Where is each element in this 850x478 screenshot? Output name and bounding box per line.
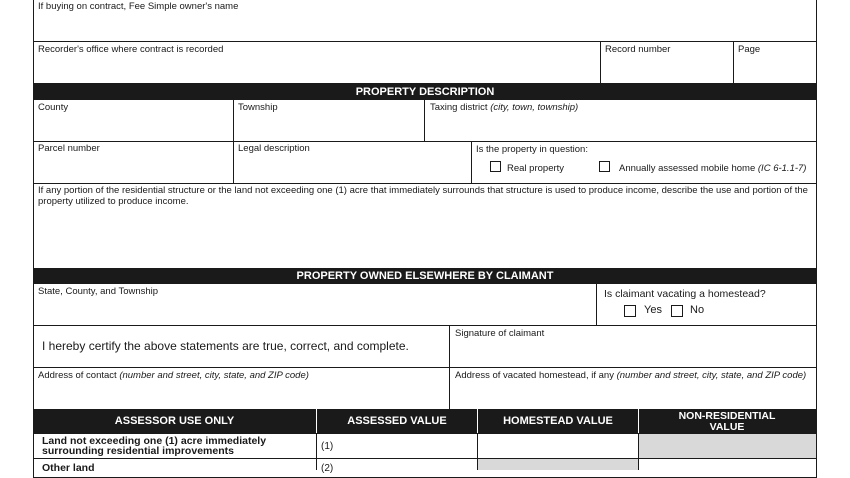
mobile-home-checkbox[interactable]	[599, 161, 610, 172]
township-label: Township	[238, 102, 278, 113]
parcel-number-input[interactable]	[36, 156, 234, 183]
taxing-district-label: Taxing district (city, town, township)	[430, 102, 579, 113]
signature-label: Signature of claimant	[455, 328, 545, 339]
county-input[interactable]	[36, 115, 234, 141]
assessed-value-col-header: ASSESSED VALUE	[347, 415, 447, 427]
certification-statement: I hereby certify the above statements are true, correct, and complete.	[42, 339, 409, 353]
taxing-district-hint: (city, town, township)	[490, 102, 579, 113]
county-label: County	[38, 102, 69, 113]
vacating-no-checkbox[interactable]	[671, 305, 683, 317]
assessor-use-only-label: ASSESSOR USE ONLY	[114, 415, 235, 427]
other-land-nonresidential-value-input[interactable]	[641, 460, 818, 472]
vacating-yes-label: Yes	[644, 304, 662, 316]
parcel-number-label: Parcel number	[38, 143, 100, 154]
vacated-address-hint: (number and street, city, state, and ZIP code)	[616, 370, 807, 381]
homestead-other-land-shaded-cell	[478, 459, 638, 470]
non-residential-land-shaded-cell	[639, 434, 816, 458]
fee-simple-owner-input[interactable]	[36, 14, 818, 41]
land-row-label: Land not exceeding one (1) acre immediately surrounding residential improvements	[42, 435, 267, 457]
property-description-header: PROPERTY DESCRIPTION	[33, 84, 817, 100]
recorder-office-input[interactable]	[36, 57, 600, 83]
homestead-value-col-header: HOMESTEAD VALUE	[503, 415, 613, 427]
other-land-row-label: Other land	[42, 462, 95, 474]
legal-description-input[interactable]	[236, 156, 472, 183]
recorder-office-label: Recorder's office where contract is recorded	[38, 44, 224, 55]
state-county-township-input[interactable]	[36, 299, 596, 325]
income-use-input[interactable]	[36, 210, 818, 270]
property-type-question: Is the property in question:	[476, 144, 588, 155]
land-row-number: (1)	[321, 441, 334, 452]
contact-address-hint: (number and street, city, state, and ZIP code)	[119, 370, 309, 381]
vacating-yes-checkbox[interactable]	[624, 305, 636, 317]
record-number-input[interactable]	[603, 57, 734, 83]
land-homestead-value-input[interactable]	[480, 436, 639, 458]
legal-description-label: Legal description	[238, 143, 310, 154]
vacating-no-label: No	[690, 304, 705, 316]
signature-input[interactable]	[452, 341, 818, 367]
fee-simple-owner-label: If buying on contract, Fee Simple owner's name	[38, 1, 239, 12]
record-number-label: Record number	[605, 44, 671, 55]
page-number-input[interactable]	[736, 57, 818, 83]
other-land-row-number: (2)	[321, 463, 334, 474]
mobile-home-label: Annually assessed mobile home (IC 6-1.1-7)	[619, 163, 807, 174]
mobile-home-cite: (IC 6-1.1-7)	[757, 163, 807, 174]
real-property-label: Real property	[507, 163, 565, 174]
land-assessed-value-input[interactable]	[338, 436, 478, 458]
taxing-district-input[interactable]	[427, 115, 818, 141]
contact-address-input[interactable]	[36, 383, 450, 409]
vacated-address-label: Address of vacated homestead, if any (number and street, city, state, and ZIP code)	[455, 370, 807, 381]
real-property-checkbox[interactable]	[490, 161, 501, 172]
income-use-text: If any portion of the residential structure or the land not exceeding one (1) acre that immediately surrounds that structure is used to produce income, describe the use and portion of the property utilized to produce income.	[38, 185, 808, 207]
property-elsewhere-header: PROPERTY OWNED ELSEWHERE BY CLAIMANT	[33, 268, 817, 284]
page-label: Page	[738, 44, 761, 55]
vacating-homestead-question: Is claimant vacating a homestead?	[604, 288, 766, 300]
state-county-township-label: State, County, and Township	[38, 286, 159, 297]
non-residential-value-col-header: NON-RESIDENTIAL VALUE	[678, 410, 776, 433]
contact-address-label: Address of contact (number and street, city, state, and ZIP code)	[38, 370, 309, 381]
other-land-assessed-value-input[interactable]	[338, 460, 478, 472]
township-input[interactable]	[236, 115, 425, 141]
vacated-address-input[interactable]	[452, 383, 818, 409]
